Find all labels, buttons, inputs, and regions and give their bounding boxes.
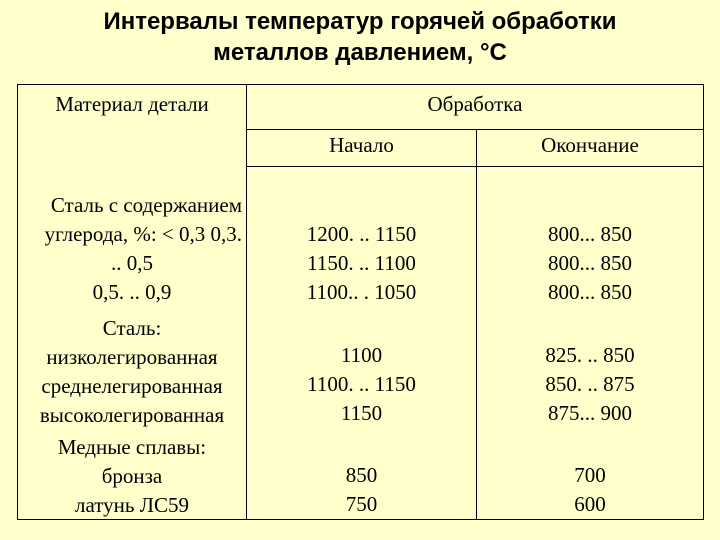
start-value: 1150. .. 1100 <box>307 251 416 275</box>
end-value: 800... 850 <box>548 280 632 304</box>
end-value: 875... 900 <box>548 401 632 425</box>
header-material: Материал детали <box>55 92 209 116</box>
start-cell <box>247 341 476 428</box>
end-value: 850. .. 875 <box>545 372 635 396</box>
header-start: Начало <box>329 133 394 157</box>
title-line-1: Интервалы температур горячей обработки <box>103 8 617 35</box>
material-cell <box>18 433 246 520</box>
material-line: .. 0,5 <box>111 251 153 275</box>
material-line: латунь ЛС59 <box>75 493 189 517</box>
material-line: Медные сплавы: <box>57 435 207 459</box>
start-value: 1200. .. 1150 <box>306 222 417 246</box>
material-line: Сталь с содержанием <box>50 193 242 217</box>
start-value: 1100. .. 1150 <box>307 372 416 396</box>
end-value: 800... 850 <box>548 222 632 246</box>
material-line: среднелегированная <box>41 374 223 398</box>
material-cell <box>18 314 246 430</box>
end-value: 800... 850 <box>548 251 632 275</box>
temperature-table <box>17 84 704 520</box>
material-cell <box>18 191 246 307</box>
start-value: 850 <box>345 463 378 487</box>
page-title <box>0 6 720 68</box>
start-cell <box>247 220 476 307</box>
material-line: бронза <box>101 464 163 488</box>
end-value: 825. .. 850 <box>545 343 635 367</box>
end-cell <box>477 220 703 307</box>
material-line: Сталь: <box>102 316 162 340</box>
header-divider-bottom <box>246 166 703 167</box>
header-divider-processing <box>246 129 703 130</box>
start-value: 750 <box>345 492 378 516</box>
header-processing: Обработка <box>427 92 523 116</box>
end-value: 600 <box>574 492 606 516</box>
material-line: высоколегированная <box>39 403 225 427</box>
material-line: 0,5. .. 0,9 <box>92 280 172 304</box>
end-value: 700 <box>574 463 606 487</box>
start-value: 1100 <box>340 343 383 367</box>
material-line: низколегированная <box>46 345 218 369</box>
start-value: 1100.. . 1050 <box>306 280 417 304</box>
material-line: углерода, %: < 0,3 0,3. <box>44 222 242 246</box>
start-value: 1150 <box>340 401 383 425</box>
start-cell <box>247 461 476 519</box>
end-cell <box>477 341 703 428</box>
title-line-2: металлов давлением, °С <box>213 39 507 66</box>
end-cell <box>477 461 703 519</box>
header-end: Окончание <box>541 133 639 157</box>
